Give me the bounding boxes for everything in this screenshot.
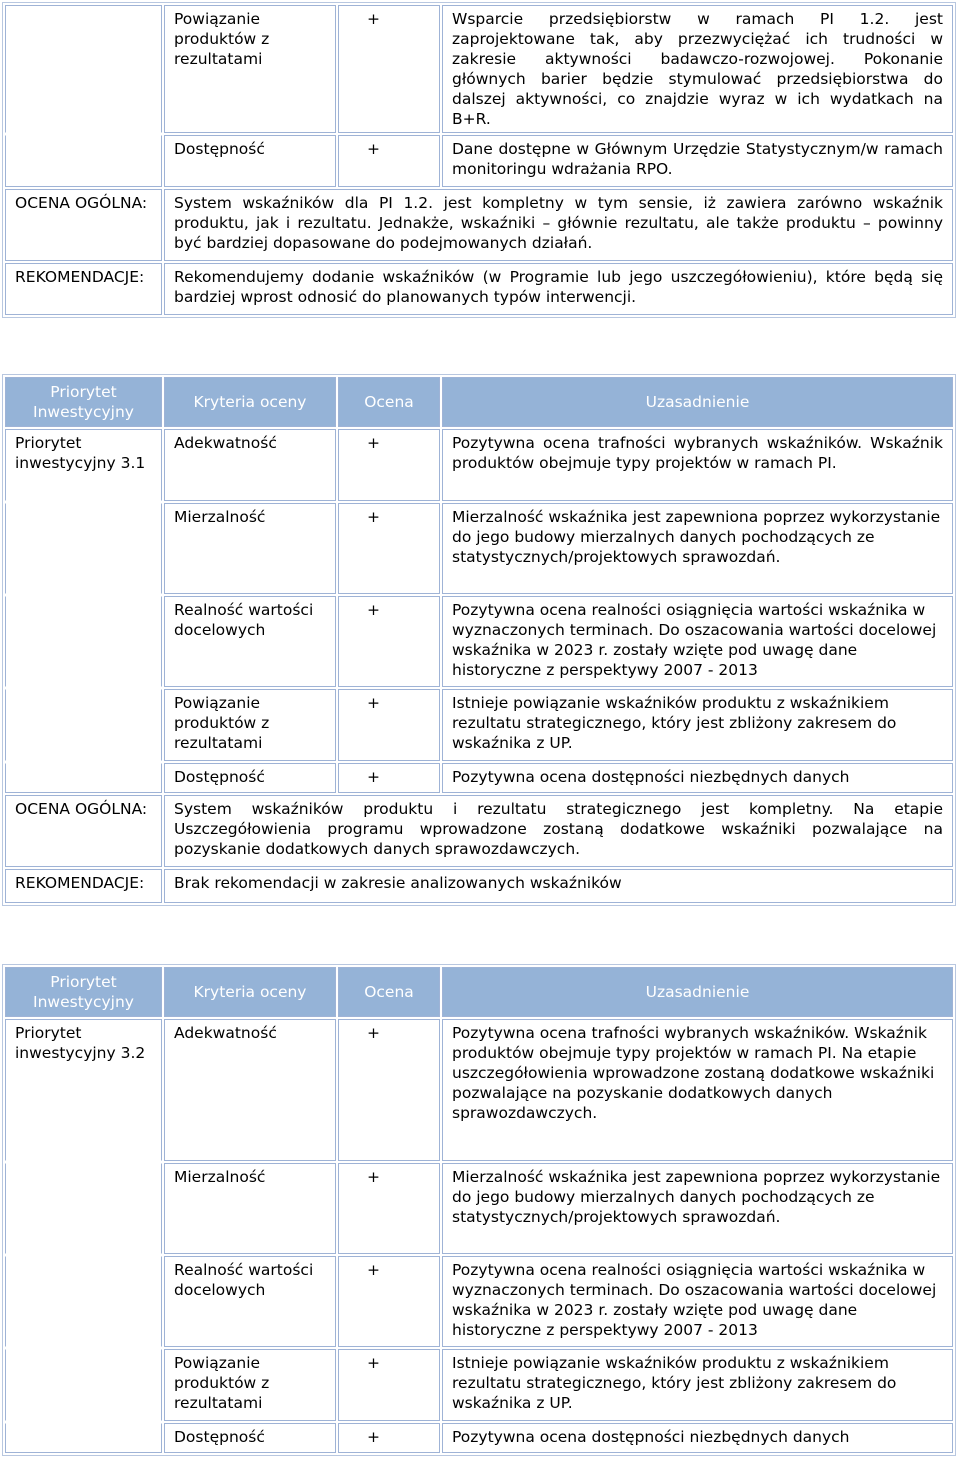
priority-cell [5,1423,162,1453]
priority-cell [5,1349,162,1421]
overall-label: OCENA OGÓLNA: [5,795,162,867]
rating-cell: + [338,1019,440,1161]
header-justification: Uzasadnienie [442,377,953,427]
header-rating: Ocena [338,377,440,427]
priority-cell [5,503,162,594]
rating-cell: + [338,1423,440,1453]
rating-cell: + [338,596,440,687]
justification-cell: Istnieje powiązanie wskaźników produktu z wskaźnikiem rezultatu strategicznego, który jest zbliżony zakresem do wskaźnika z UP. [442,689,953,761]
rating-cell: + [338,503,440,594]
justification-cell: Dane dostępne w Głównym Urzędzie Statystycznym/w ramach monitoringu wdrażania RPO. [442,135,953,187]
justification-cell: Pozytywna ocena realności osiągnięcia wartości wskaźnika w wyznaczonych terminach. Do oszacowania wartości docelowej wskaźnika w 2023 r. zostały wzięte pod uwagę dane historyczne z perspektywy 2007 - 2013 [442,1256,953,1347]
justification-cell: Pozytywna ocena dostępności niezbędnych danych [442,1423,953,1453]
justification-cell: Mierzalność wskaźnika jest zapewniona poprzez wykorzystanie do jego budowy mierzalnych danych pochodzących ze statystycznych/projektowych sprawozdań. [442,1163,953,1254]
header-justification: Uzasadnienie [442,967,953,1017]
priority-cell [5,596,162,687]
rating-cell: + [338,5,440,133]
priority-cell [5,135,162,187]
criterion-cell: Realność wartości docelowych [164,596,336,687]
evaluation-table-pi-3-2 [2,964,956,1456]
recommendations-label: REKOMENDACJE: [5,263,162,315]
criterion-cell: Powiązanie produktów z rezultatami [164,5,336,133]
header-criteria: Kryteria oceny [164,377,336,427]
rating-cell: + [338,429,440,501]
evaluation-table-pi-1-2 [2,2,956,318]
evaluation-table-pi-3-1 [2,374,956,906]
rating-cell: + [338,763,440,793]
criterion-cell: Mierzalność [164,503,336,594]
justification-cell: Pozytywna ocena realności osiągnięcia wartości wskaźnika w wyznaczonych terminach. Do oszacowania wartości docelowej wskaźnika w 2023 r. zostały wzięte pod uwagę dane historyczne z perspektywy 2007 - 2013 [442,596,953,687]
recommendations-text: Brak rekomendacji w zakresie analizowanych wskaźników [164,869,953,903]
rating-cell: + [338,689,440,761]
criterion-cell: Dostępność [164,1423,336,1453]
recommendations-text: Rekomendujemy dodanie wskaźników (w Programie lub jego uszczegółowieniu), które będą się bardziej wprost odnosić do planowanych typów interwencji. [164,263,953,315]
recommendations-label: REKOMENDACJE: [5,869,162,903]
criterion-cell: Adekwatność [164,429,336,501]
priority-cell [5,1163,162,1254]
overall-label: OCENA OGÓLNA: [5,189,162,261]
priority-cell [5,763,162,793]
header-priority: Priorytet Inwestycyjny [5,377,162,427]
rating-cell: + [338,135,440,187]
criterion-cell: Dostępność [164,763,336,793]
rating-cell: + [338,1349,440,1421]
justification-cell: Mierzalność wskaźnika jest zapewniona poprzez wykorzystanie do jego budowy mierzalnych danych pochodzących ze statystycznych/projektowych sprawozdań. [442,503,953,594]
overall-text: System wskaźników produktu i rezultatu strategicznego jest kompletny. Na etapie Uszczegółowienia programu wprowadzone zostaną dodatkowe wskaźniki pozwalające na pozyskanie dodatkowych danych sprawozdawczych. [164,795,953,867]
justification-cell: Istnieje powiązanie wskaźników produktu z wskaźnikiem rezultatu strategicznego, który jest zbliżony zakresem do wskaźnika z UP. [442,1349,953,1421]
justification-cell: Pozytywna ocena trafności wybranych wskaźników. Wskaźnik produktów obejmuje typy projektów w ramach PI. Na etapie uszczegółowienia wprowadzone zostaną dodatkowe wskaźniki pozwalające na pozyskanie dodatkowych danych sprawozdawczych. [442,1019,953,1161]
justification-cell: Wsparcie przedsiębiorstw w ramach PI 1.2. jest zaprojektowane tak, aby przezwyciężać ich trudności w zakresie aktywności badawczo-rozwojowej. Pokonanie głównych barier będzie stymulować przedsiębiorstwa do dalszej aktywności, co znajdzie wyraz w ich wydatkach na B+R. [442,5,953,133]
criterion-cell: Dostępność [164,135,336,187]
criterion-cell: Powiązanie produktów z rezultatami [164,1349,336,1421]
criterion-cell: Realność wartości docelowych [164,1256,336,1347]
rating-cell: + [338,1163,440,1254]
header-priority: Priorytet Inwestycyjny [5,967,162,1017]
priority-cell [5,689,162,761]
header-rating: Ocena [338,967,440,1017]
justification-cell: Pozytywna ocena dostępności niezbędnych danych [442,763,953,793]
rating-cell: + [338,1256,440,1347]
priority-label: Priorytet inwestycyjny 3.2 [5,1019,162,1161]
justification-cell: Pozytywna ocena trafności wybranych wskaźników. Wskaźnik produktów obejmuje typy projektów w ramach PI. [442,429,953,501]
priority-label: Priorytet inwestycyjny 3.1 [5,429,162,501]
criterion-cell: Adekwatność [164,1019,336,1161]
header-criteria: Kryteria oceny [164,967,336,1017]
priority-cell [5,5,162,133]
overall-text: System wskaźników dla PI 1.2. jest kompletny w tym sensie, iż zawiera zarówno wskaźnik produktu, jak i rezultatu. Jednakże, wskaźniki – głównie rezultatu, ale także produktu – powinny być bardziej dopasowane do podejmowanych działań. [164,189,953,261]
criterion-cell: Powiązanie produktów z rezultatami [164,689,336,761]
criterion-cell: Mierzalność [164,1163,336,1254]
priority-cell [5,1256,162,1347]
